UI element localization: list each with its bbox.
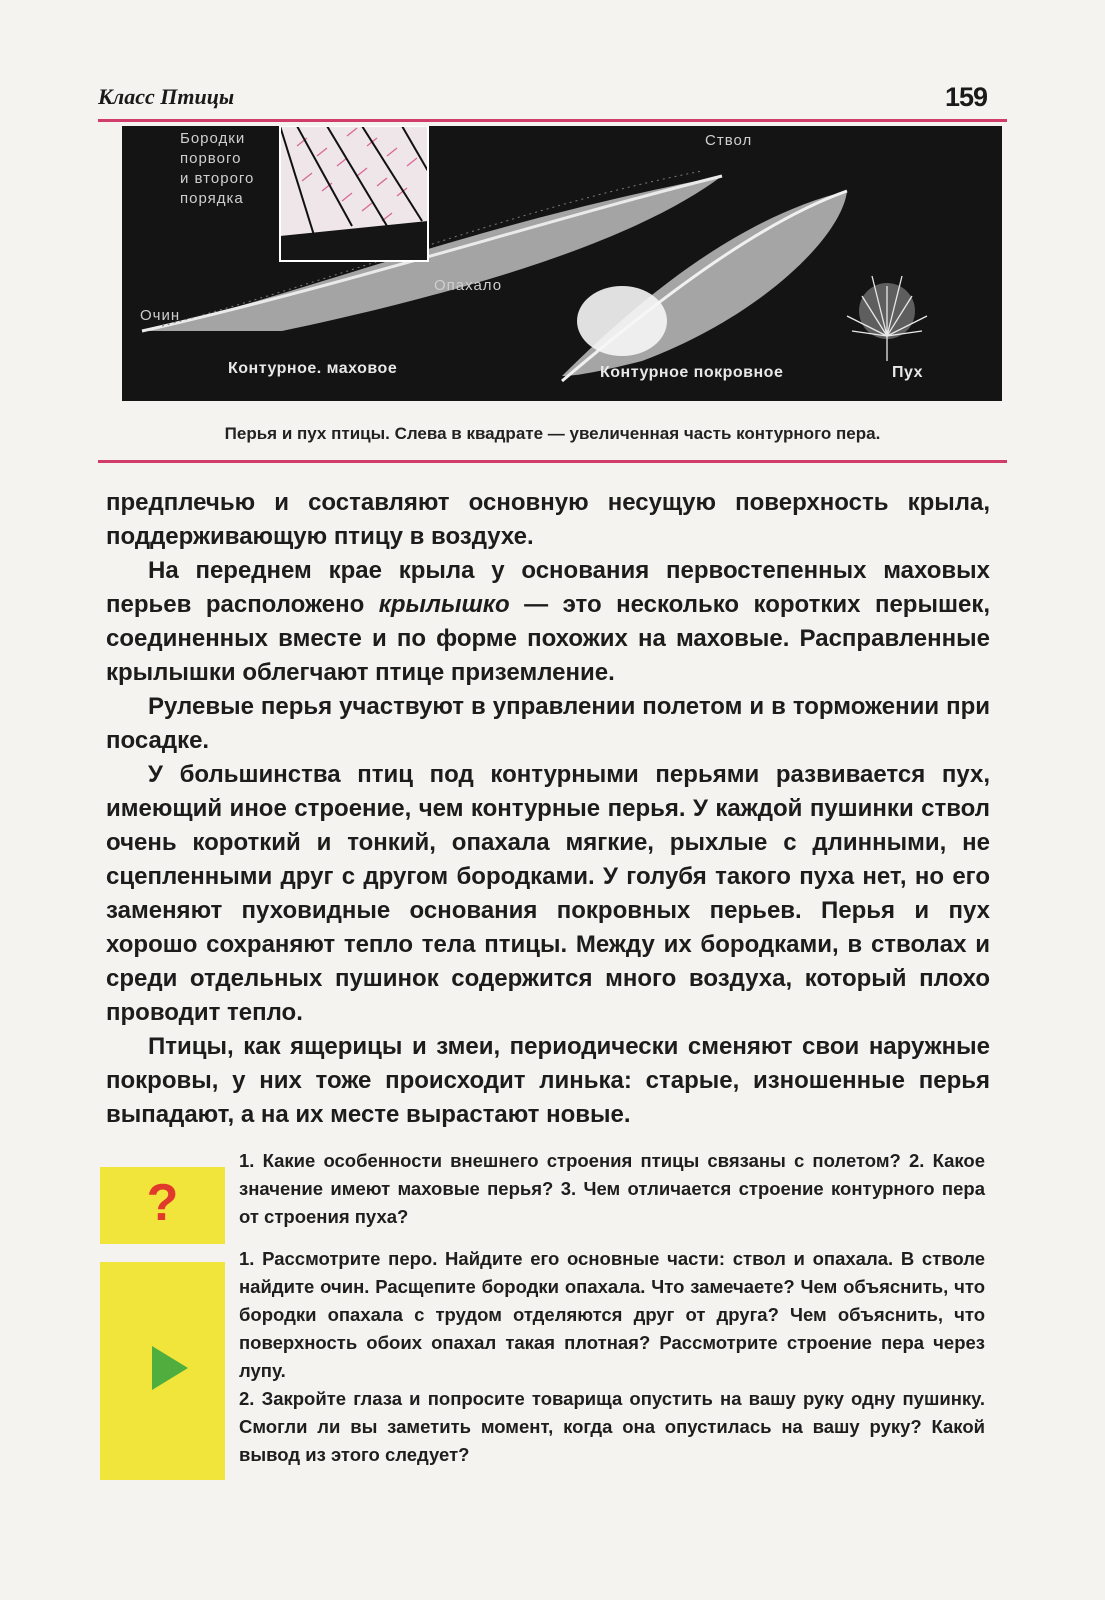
questions-text: 1. Какие особенности внешнего строения птицы связаны с полетом? 2. Какое значение имеют маховые перья? 3. Чем отличается строение контурного пера от строения пуха? [239, 1150, 985, 1227]
paragraph: предплечью и составляют основную несущую поверхность крыла, поддерживающую птицу в воздухе. [106, 489, 990, 550]
label-down: Пух [892, 364, 923, 381]
paragraph: Рулевые перья участвуют в управлении полетом и в торможении при посадке. [106, 693, 990, 754]
tasks-text [239, 1245, 985, 1469]
play-triangle-icon [152, 1346, 188, 1390]
label-barbs: Бородки порвого и второго порядка [180, 130, 255, 207]
paragraph: Птицы, как ящерицы и змеи, периодически сменяют свои наружные покровы, у них тоже происходит линька: старые, изношенные перья выпадают, а на их месте вырастают новые. [106, 1033, 990, 1128]
paragraph [106, 554, 990, 690]
label-flight-feather: Контурное. маховое [228, 360, 398, 377]
term-krylyshko: крылышко [378, 591, 510, 618]
bottom-divider [98, 460, 1007, 463]
text-span: — это несколько коротких перышек, соединенных вместе и по форме похожих на маховые. Расправленные крылышки облегчают птице приземление. [106, 591, 990, 686]
paragraph: У большинства птиц под контурными перьями развивается пух, имеющий иное строение, чем контурные перья. У каждой пушинки ствол очень короткий и тонкий, опахала мягкие, рыхлые с длинными, не сцепленными друг с другом бородками. У голубя такого пуха нет, но его заменяют пуховидные основания покровных перьев. Перья и пух хорошо сохраняют тепло тела птицы. Между их бородками, в стволах и среди отдельных пушинок содержится много воздуха, который плохо проводит тепло. [106, 761, 990, 1026]
tasks-marker [100, 1262, 225, 1480]
label-quill: Очин [140, 307, 181, 324]
running-title: Класс Птицы [98, 84, 235, 109]
label-shaft: Ствол [705, 132, 753, 149]
label-covert-feather: Контурное покровное [600, 364, 784, 381]
questions-marker [100, 1167, 225, 1244]
top-divider [98, 119, 1007, 122]
page-number: 159 [944, 82, 987, 112]
main-text [106, 486, 990, 1132]
text-span: На переднем крае крыла у основания первостепенных маховых перьев расположено [106, 557, 990, 618]
figure-caption: Перья и пух птицы. Слева в квадрате — увеличенная часть контурного пера. [224, 424, 881, 443]
label-vane: Опахало [434, 277, 503, 294]
question-mark-icon: ? [146, 1174, 179, 1232]
feather-figure [122, 126, 1002, 401]
task-item: 1. Рассмотрите перо. Найдите его основные части: ствол и опахала. В стволе найдите очин. Расщепите бородки опахала. Что замечаете? Чем объяснить, что бородки опахала с трудом отделяются друг от друга? Чем объяснить, что поверхность обоих опахал такая плотная? Рассмотрите строение пера через лупу. [239, 1248, 985, 1381]
task-item: 2. Закройте глаза и попросите товарища опустить на вашу руку одну пушинку. Смогли ли вы заметить момент, когда она опустилась на вашу руку? Какой вывод из этого следует? [239, 1388, 985, 1465]
